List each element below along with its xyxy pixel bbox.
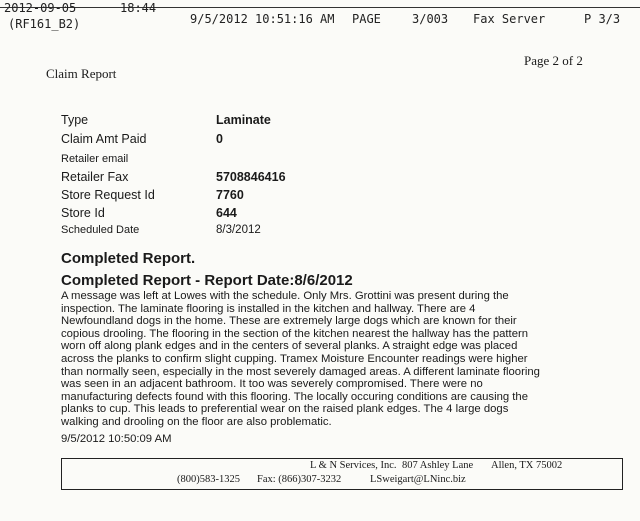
footer-company: L & N Services, Inc. [310,460,397,471]
field-value: 644 [216,206,237,220]
field-label: Retailer email [61,153,129,165]
report-body [61,290,576,429]
footer-address: 807 Ashley Lane [402,460,474,471]
field-value: 0 [216,132,223,146]
field-label: Retailer Fax [61,170,129,184]
fax-date: 2012-09-05 [4,1,77,15]
header-rule [0,7,640,8]
completed-heading: Completed Report. [61,250,196,267]
footer-city: Allen, TX 75002 [491,460,563,471]
report-line: planks to cup. This leads to preferential wear on the raised plank edges. The 4 large dogs [61,403,509,416]
fax-page-label: PAGE [352,12,381,26]
report-line: copious drooling. The flooring in the section of the kitchen nearest the hallway has the pattern [61,327,529,340]
report-line: was seen in an adjacent bathroom. It too was severely compromised. There were no [61,378,483,391]
footer-email: LSweigart@LNinc.biz [370,474,466,485]
report-heading: Completed Report - Report Date:8/6/2012 [61,272,353,289]
fax-stamp: 9/5/2012 10:51:16 AM [190,12,335,26]
report-line: manufacturing defects found with this flooring. The locally occuring conditions are causing the [61,390,528,403]
fax-server-label: Fax Server [473,12,546,26]
footer-phone: (800)583-1325 [177,474,240,485]
report-line: than normally seen, especially in the most severely damaged areas. A different laminate flooring [61,365,540,378]
field-value: Laminate [216,113,271,127]
report-line: Newfoundland dogs in the home. These are extremely large dogs which are known for their [61,315,517,328]
report-line: inspection. The laminate flooring is installed in the kitchen and hallway. There are 4 [61,302,476,315]
fax-sender-id: (RF161_B2) [8,17,81,31]
fax-time: 18:44 [120,1,157,15]
field-label: Store Request Id [61,188,155,202]
report-line: across the planks to confirm slight cupping. Tramex Moisture Encounter readings were higher [61,352,528,365]
field-value: 7760 [216,188,244,202]
fax-header [0,0,640,38]
report-timestamp: 9/5/2012 10:50:09 AM [61,433,172,445]
footer-fax: Fax: (866)307-3232 [257,474,342,485]
field-label: Scheduled Date [61,224,140,236]
report-line: worn off along plank edges and in the centers of several planks. A straight edge was placed [61,340,518,353]
footer-box [61,458,623,490]
fax-page-count: 3/003 [412,12,449,26]
report-line: A message was left at Lowes with the schedule. Only Mrs. Grottini was present during the [61,290,509,302]
field-label: Claim Amt Paid [61,132,147,146]
page-indicator: Page 2 of 2 [524,53,583,68]
field-value: 5708846416 [216,170,286,184]
field-label: Type [61,113,89,127]
field-value: 8/3/2012 [216,224,261,236]
page-title: Claim Report [46,66,117,81]
fax-page-number: P 3/3 [584,12,621,26]
field-label: Store Id [61,206,105,220]
report-line: walking and drooling on the floor are also problematic. [61,415,332,428]
